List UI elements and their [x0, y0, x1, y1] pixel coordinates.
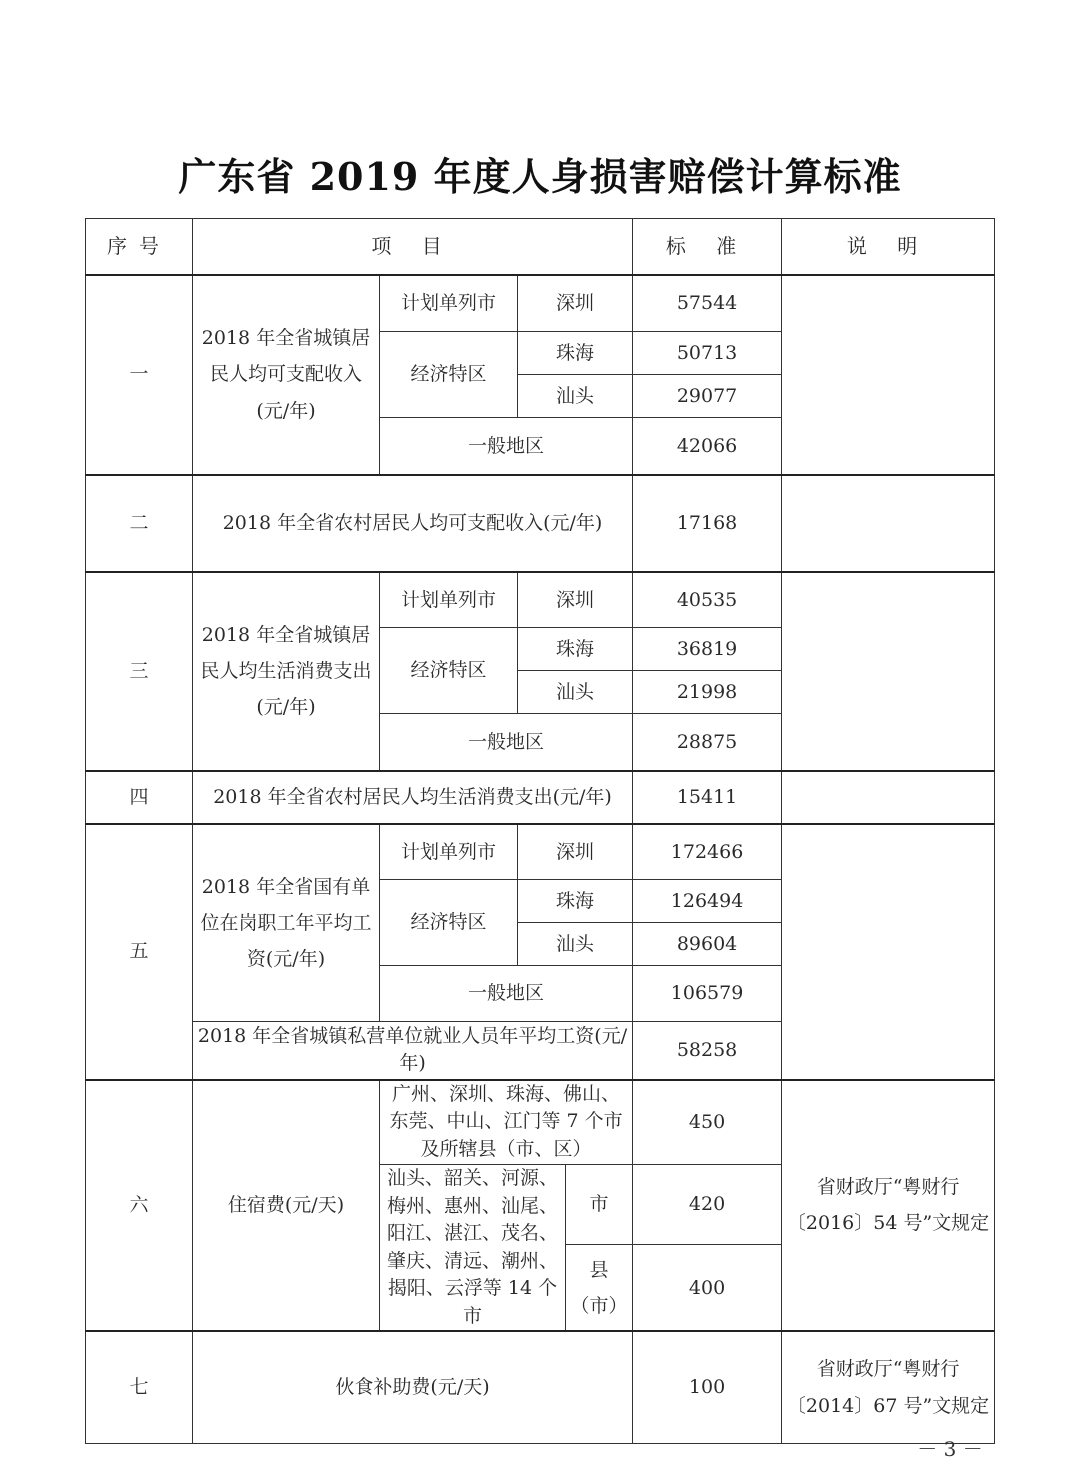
row-index: 三	[86, 572, 193, 771]
note-cell: 省财政厅“粤财行〔2016〕54 号”文规定	[782, 1080, 995, 1332]
row-index: 二	[86, 475, 193, 572]
note-cell	[782, 475, 995, 572]
header-index: 序号	[86, 219, 193, 275]
header-item: 项 目	[193, 219, 633, 275]
city-label: 深圳	[518, 572, 633, 628]
item-label: 2018 年全省城镇居民人均生活消费支出(元/年)	[193, 572, 380, 771]
standard-value: 450	[633, 1080, 782, 1165]
table-row	[86, 572, 995, 628]
item-label: 2018 年全省农村居民人均生活消费支出(元/年)	[193, 771, 633, 824]
header-standard: 标 准	[633, 219, 782, 275]
row-index: 一	[86, 275, 193, 475]
standard-value: 57544	[633, 275, 782, 332]
table-row	[86, 771, 995, 824]
row-index: 六	[86, 1080, 193, 1332]
general-area-label: 一般地区	[380, 714, 633, 771]
standard-value: 58258	[633, 1022, 782, 1080]
table-row	[86, 475, 995, 572]
standard-value: 172466	[633, 824, 782, 880]
plan-city-label: 计划单列市	[380, 824, 518, 880]
standard-value: 21998	[633, 671, 782, 714]
header-note: 说 明	[782, 219, 995, 275]
standard-value: 17168	[633, 475, 782, 572]
special-zone-label: 经济特区	[380, 880, 518, 966]
city-label: 汕头	[518, 671, 633, 714]
note-cell	[782, 771, 995, 824]
plan-city-label: 计划单列市	[380, 275, 518, 332]
item-label: 2018 年全省国有单位在岗职工年平均工资(元/年)	[193, 824, 380, 1022]
row-index: 七	[86, 1331, 193, 1443]
city-level-label: 市	[566, 1165, 633, 1245]
row-index: 四	[86, 771, 193, 824]
page-title: 广东省 2019 年度人身损害赔偿计算标准	[178, 154, 902, 199]
item-label: 2018 年全省农村居民人均可支配收入(元/年)	[193, 475, 633, 572]
standard-value: 420	[633, 1165, 782, 1245]
standard-value: 36819	[633, 628, 782, 671]
city-label: 深圳	[518, 275, 633, 332]
city-label: 汕头	[518, 923, 633, 966]
compensation-standard-table	[85, 218, 995, 1444]
standard-value: 42066	[633, 418, 782, 475]
city-label: 深圳	[518, 824, 633, 880]
standard-value: 28875	[633, 714, 782, 771]
note-cell: 省财政厅“粤财行〔2014〕67 号”文规定	[782, 1331, 995, 1443]
standard-value: 89604	[633, 923, 782, 966]
county-level-label: 县（市）	[566, 1245, 633, 1332]
plan-city-label: 计划单列市	[380, 572, 518, 628]
standard-value: 29077	[633, 375, 782, 418]
table-row	[86, 824, 995, 880]
general-area-label: 一般地区	[380, 418, 633, 475]
note-cell	[782, 824, 995, 1080]
note-cell	[782, 572, 995, 771]
page-number: － 3 －	[917, 1437, 983, 1461]
city-label: 汕头	[518, 375, 633, 418]
standard-value: 106579	[633, 966, 782, 1022]
special-zone-label: 经济特区	[380, 628, 518, 714]
row-index: 五	[86, 824, 193, 1080]
item-label: 住宿费(元/天)	[193, 1080, 380, 1332]
city-group-label: 汕头、韶关、河源、梅州、惠州、汕尾、阳江、湛江、茂名、肇庆、清远、潮州、揭阳、云浮等 14 个市	[380, 1165, 566, 1332]
special-zone-label: 经济特区	[380, 332, 518, 418]
table-header-row	[86, 219, 995, 275]
standard-value: 126494	[633, 880, 782, 923]
city-label: 珠海	[518, 880, 633, 923]
item-label: 2018 年全省城镇居民人均可支配收入(元/年)	[193, 275, 380, 475]
standard-value: 400	[633, 1245, 782, 1332]
standard-value: 50713	[633, 332, 782, 375]
city-group-label: 广州、深圳、珠海、佛山、东莞、中山、江门等 7 个市及所辖县（市、区）	[380, 1080, 633, 1165]
general-area-label: 一般地区	[380, 966, 633, 1022]
table-row	[86, 275, 995, 332]
table-row	[86, 1080, 995, 1165]
standard-value: 15411	[633, 771, 782, 824]
item-label: 伙食补助费(元/天)	[193, 1331, 633, 1443]
city-label: 珠海	[518, 332, 633, 375]
private-item-label: 2018 年全省城镇私营单位就业人员年平均工资(元/年)	[193, 1022, 633, 1080]
note-cell	[782, 275, 995, 475]
table-row	[86, 1331, 995, 1443]
standard-value: 40535	[633, 572, 782, 628]
city-label: 珠海	[518, 628, 633, 671]
standard-value: 100	[633, 1331, 782, 1443]
